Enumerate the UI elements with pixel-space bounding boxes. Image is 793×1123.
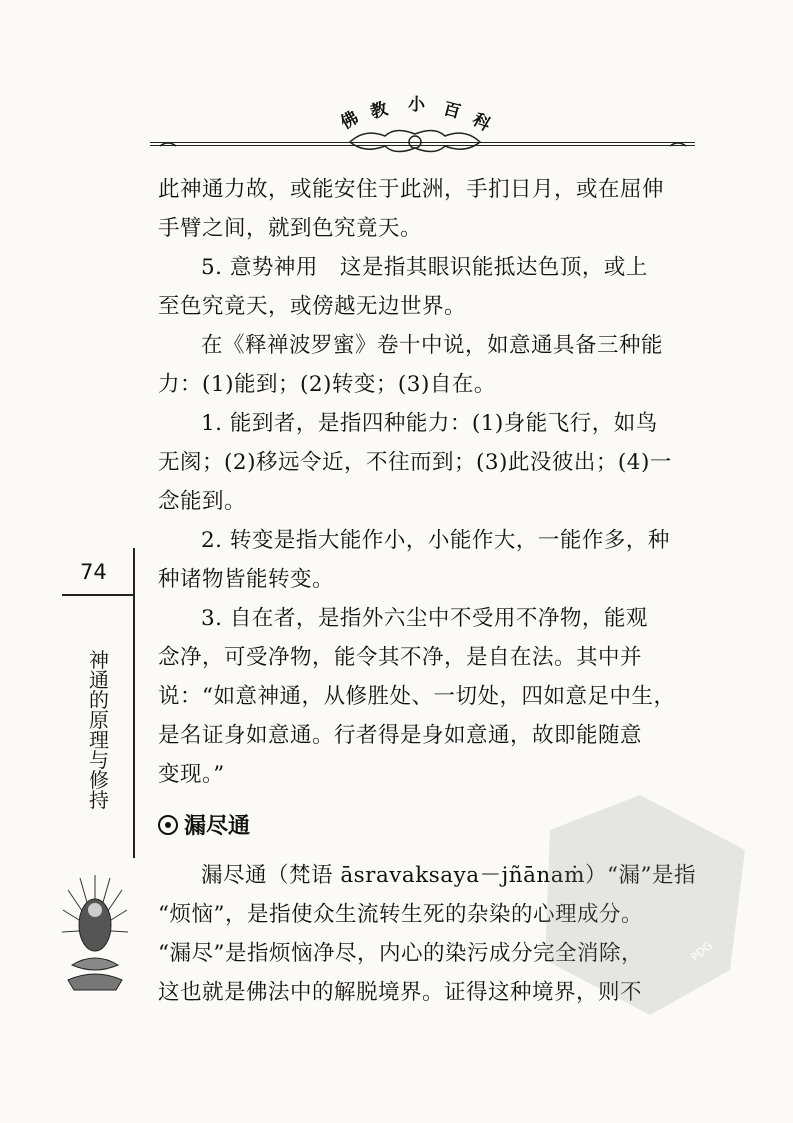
header-rule [150, 145, 695, 146]
margin-rule [62, 594, 134, 596]
text-line: 3. 自在者，是指外六尘中不受用不净物，能观 [201, 606, 648, 631]
running-header [150, 80, 695, 160]
text-line: 念能到。 [158, 489, 247, 514]
section-title: 漏尽通 [184, 814, 251, 839]
header-char: 小 [408, 95, 425, 115]
bullet-circle-icon [158, 815, 178, 835]
page-number: 74 [80, 560, 107, 584]
text-line: 变现。” [158, 762, 225, 787]
library-seal-watermark-icon [530, 790, 760, 1020]
text-line: 5. 意势神用 这是指其眼识能抵达色顶，或上 [201, 255, 648, 280]
text-line: 力：(1)能到；(2)转变；(3)自在。 [158, 372, 496, 397]
text-line: 是名证身如意通。行者得是身如意通，故即能随意 [158, 723, 643, 748]
text-line: 2. 转变是指大能作小，小能作大，一能作多，种 [201, 528, 670, 553]
watermark-label: PDG [688, 938, 716, 965]
text-line: 念净，可受净物，能令其不净，是自在法。其中并 [158, 645, 643, 670]
header-char: 科 [468, 109, 494, 136]
text-line: 种诸物皆能转变。 [158, 567, 335, 592]
text-line: “烦恼”，是指使众生流转生死的杂染的心理成分。 [158, 902, 643, 927]
header-rule [150, 142, 695, 143]
margin-rule [133, 548, 135, 858]
text-line: 1. 能到者，是指四种能力：(1)身能飞行，如鸟 [201, 411, 658, 436]
text-line: 至色究竟天，或傍越无边世界。 [158, 294, 467, 319]
chapter-side-title: 神通的原理与修持 [89, 648, 109, 812]
text-line: 在《释禅波罗蜜》卷十中说，如意通具备三种能 [201, 333, 664, 358]
buddha-icon [60, 870, 130, 1000]
header-char: 佛 [337, 107, 363, 134]
text-line: 此神通力故，或能安住于此洲，手扪日月，或在屈伸 [158, 177, 665, 202]
text-line: 手臂之间，就到色究竟天。 [158, 216, 423, 241]
text-line: 说：“如意神通，从修胜处、一切处，四如意足中生， [158, 684, 676, 709]
text-line: 漏尽通（梵语 āsravaksaya－jñānaṁ）“漏”是指 [201, 863, 696, 888]
text-line: “漏尽”是指烦恼净尽，内心的染污成分完全消除， [158, 941, 643, 966]
header-char: 百 [441, 99, 463, 123]
text-line: 无阂；(2)移远令近，不往而到；(3)此没彼出；(4)一 [158, 450, 672, 475]
header-ornament-icon [150, 120, 695, 160]
header-char: 教 [368, 99, 390, 123]
text-line: 这也就是佛法中的解脱境界。证得这种境界，则不 [158, 980, 643, 1005]
